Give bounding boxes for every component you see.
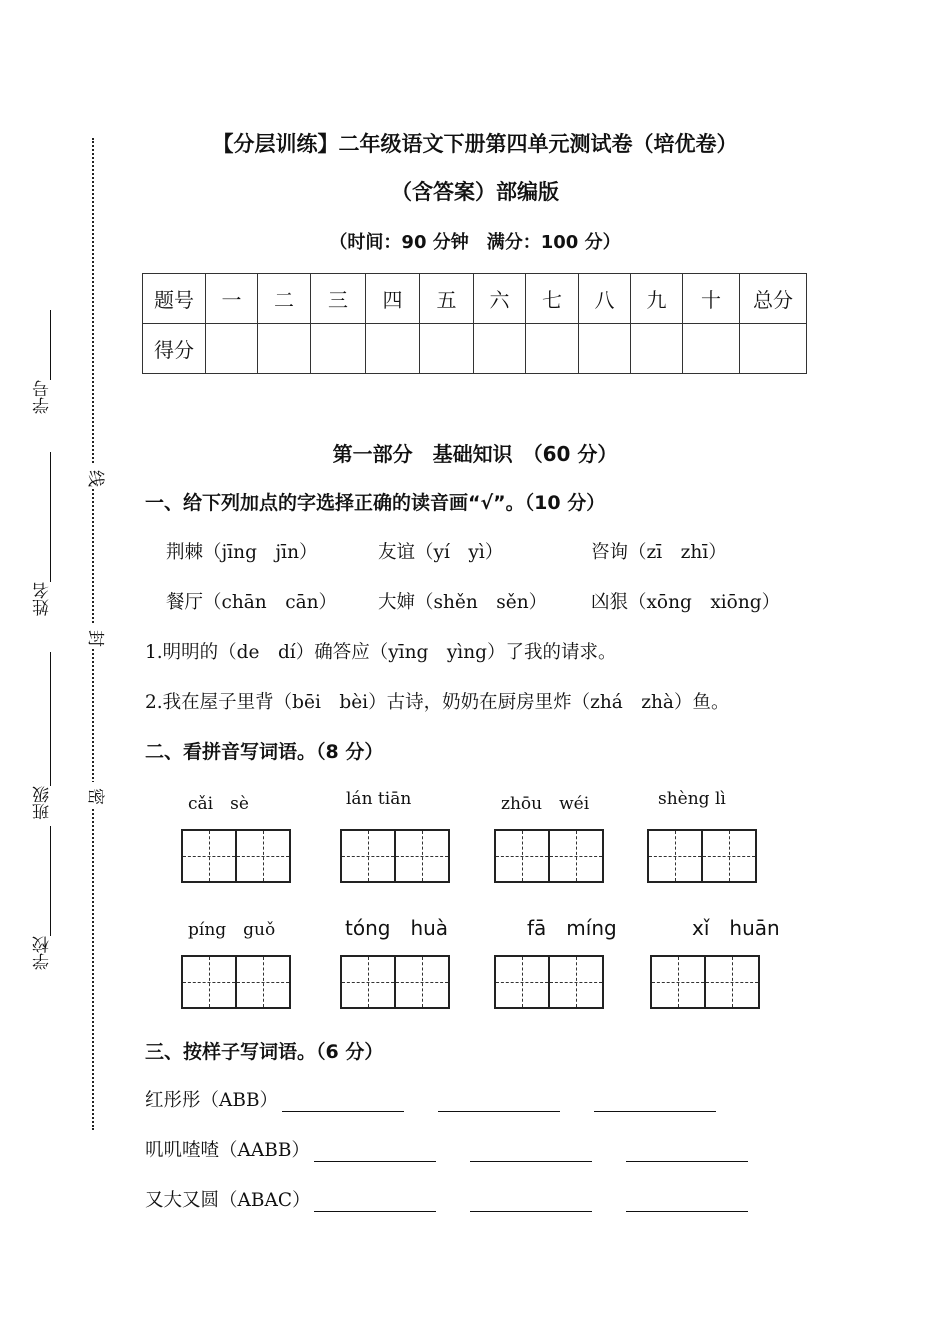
column-header: 八 (579, 274, 631, 324)
part-heading: 第一部分 基础知识 （60 分） (332, 442, 618, 466)
seal-word-line: 线 (86, 464, 107, 489)
column-header: 二 (258, 274, 311, 324)
grid-cell[interactable] (181, 829, 237, 883)
grid-cell[interactable] (394, 829, 450, 883)
column-header: 十 (683, 274, 740, 324)
answer-blank[interactable] (314, 1143, 436, 1162)
score-cell[interactable] (526, 324, 579, 374)
pinyin-label: lán tiān (346, 789, 412, 809)
writing-grid[interactable] (181, 829, 291, 883)
table-row (143, 324, 807, 374)
student-id-blank[interactable] (50, 310, 51, 380)
pinyin-label: zhōu wéi (501, 794, 590, 814)
q1-item: 友谊（yí yì） (378, 542, 504, 563)
pinyin-label: xǐ huān (692, 916, 780, 940)
q1-sentence: 2.我在屋子里背（bēi bèi）古诗，奶奶在厨房里炸（zhá zhà）鱼。 (145, 692, 730, 713)
q3-row (145, 1086, 716, 1112)
page-subtitle: （含答案）部编版 (391, 180, 559, 204)
grid-cell[interactable] (647, 829, 703, 883)
column-header: 九 (631, 274, 683, 324)
q1-item: 大婶（shěn sěn） (378, 592, 548, 613)
q1-item: 荆棘（jīng jīn） (166, 542, 318, 563)
row-header: 题号 (143, 274, 206, 324)
score-cell[interactable] (206, 324, 258, 374)
time-info: （时间：90 分钟 满分：100 分） (329, 232, 621, 253)
school-blank[interactable] (50, 826, 51, 936)
grid-cell[interactable] (340, 955, 396, 1009)
score-cell[interactable] (420, 324, 474, 374)
grid-cell[interactable] (394, 955, 450, 1009)
seal-word-secret: 密 (86, 782, 107, 807)
q3-example: 又大又圆（ABAC） (145, 1190, 311, 1211)
q3-row (145, 1186, 748, 1212)
answer-blank[interactable] (470, 1193, 592, 1212)
score-cell[interactable] (258, 324, 311, 374)
q1-item: 咨询（zī zhī） (591, 542, 727, 563)
writing-grid[interactable] (340, 955, 450, 1009)
column-header: 四 (366, 274, 420, 324)
q1-item: 凶狠（xōng xiōng） (591, 592, 781, 613)
pinyin-label: shèng lì (658, 789, 726, 809)
q1-sentence: 1.明明的（de dí）确答应（yīng yìng）了我的请求。 (145, 642, 617, 663)
q3-row (145, 1136, 748, 1162)
score-cell[interactable] (474, 324, 526, 374)
name-blank[interactable] (50, 452, 51, 582)
class-blank[interactable] (50, 652, 51, 786)
grid-cell[interactable] (650, 955, 706, 1009)
column-header: 六 (474, 274, 526, 324)
column-header: 三 (311, 274, 366, 324)
score-cell[interactable] (579, 324, 631, 374)
grid-cell[interactable] (548, 955, 604, 1009)
q1-item: 餐厅（chān cān） (166, 592, 338, 613)
writing-grid[interactable] (494, 829, 604, 883)
column-header: 五 (420, 274, 474, 324)
score-cell[interactable] (311, 324, 366, 374)
score-cell[interactable] (631, 324, 683, 374)
seal-word-seal: 封 (86, 624, 107, 649)
grid-cell[interactable] (235, 955, 291, 1009)
score-cell[interactable] (366, 324, 420, 374)
column-header: 总分 (740, 274, 807, 324)
page-title: 【分层训练】二年级语文下册第四单元测试卷（培优卷） (212, 132, 738, 156)
question-3-heading: 三、按样子写词语。（6 分） (145, 1041, 384, 1063)
writing-grid[interactable] (647, 829, 757, 883)
column-header: 七 (526, 274, 579, 324)
writing-grid[interactable] (181, 955, 291, 1009)
writing-grid[interactable] (650, 955, 760, 1009)
question-1-heading: 一、给下列加点的字选择正确的读音画“√”。（10 分） (145, 492, 606, 514)
writing-grid[interactable] (340, 829, 450, 883)
score-cell[interactable] (740, 324, 807, 374)
pinyin-label: cǎi sè (188, 794, 249, 814)
field-label-class: 班级 (33, 786, 53, 820)
answer-blank[interactable] (594, 1093, 716, 1112)
field-label-student-id: 学号 (33, 380, 53, 414)
grid-cell[interactable] (181, 955, 237, 1009)
table-row (143, 274, 807, 324)
grid-cell[interactable] (548, 829, 604, 883)
answer-blank[interactable] (314, 1193, 436, 1212)
writing-grid[interactable] (494, 955, 604, 1009)
score-table (142, 273, 807, 374)
answer-blank[interactable] (438, 1093, 560, 1112)
pinyin-label: píng guǒ (188, 920, 276, 940)
answer-blank[interactable] (626, 1193, 748, 1212)
grid-cell[interactable] (340, 829, 396, 883)
column-header: 一 (206, 274, 258, 324)
grid-cell[interactable] (235, 829, 291, 883)
grid-cell[interactable] (704, 955, 760, 1009)
score-cell[interactable] (683, 324, 740, 374)
field-label-name: 姓名 (33, 582, 53, 616)
grid-cell[interactable] (494, 955, 550, 1009)
pinyin-label: fā míng (527, 916, 617, 940)
answer-blank[interactable] (282, 1093, 404, 1112)
pinyin-label: tóng huà (345, 916, 449, 940)
question-2-heading: 二、看拼音写词语。（8 分） (145, 741, 384, 763)
grid-cell[interactable] (701, 829, 757, 883)
q3-example: 叽叽喳喳（AABB） (145, 1140, 310, 1161)
grid-cell[interactable] (494, 829, 550, 883)
field-label-school: 学校 (33, 936, 53, 970)
answer-blank[interactable] (470, 1143, 592, 1162)
q3-example: 红彤彤（ABB） (145, 1090, 279, 1111)
answer-blank[interactable] (626, 1143, 748, 1162)
row-header: 得分 (143, 324, 206, 374)
